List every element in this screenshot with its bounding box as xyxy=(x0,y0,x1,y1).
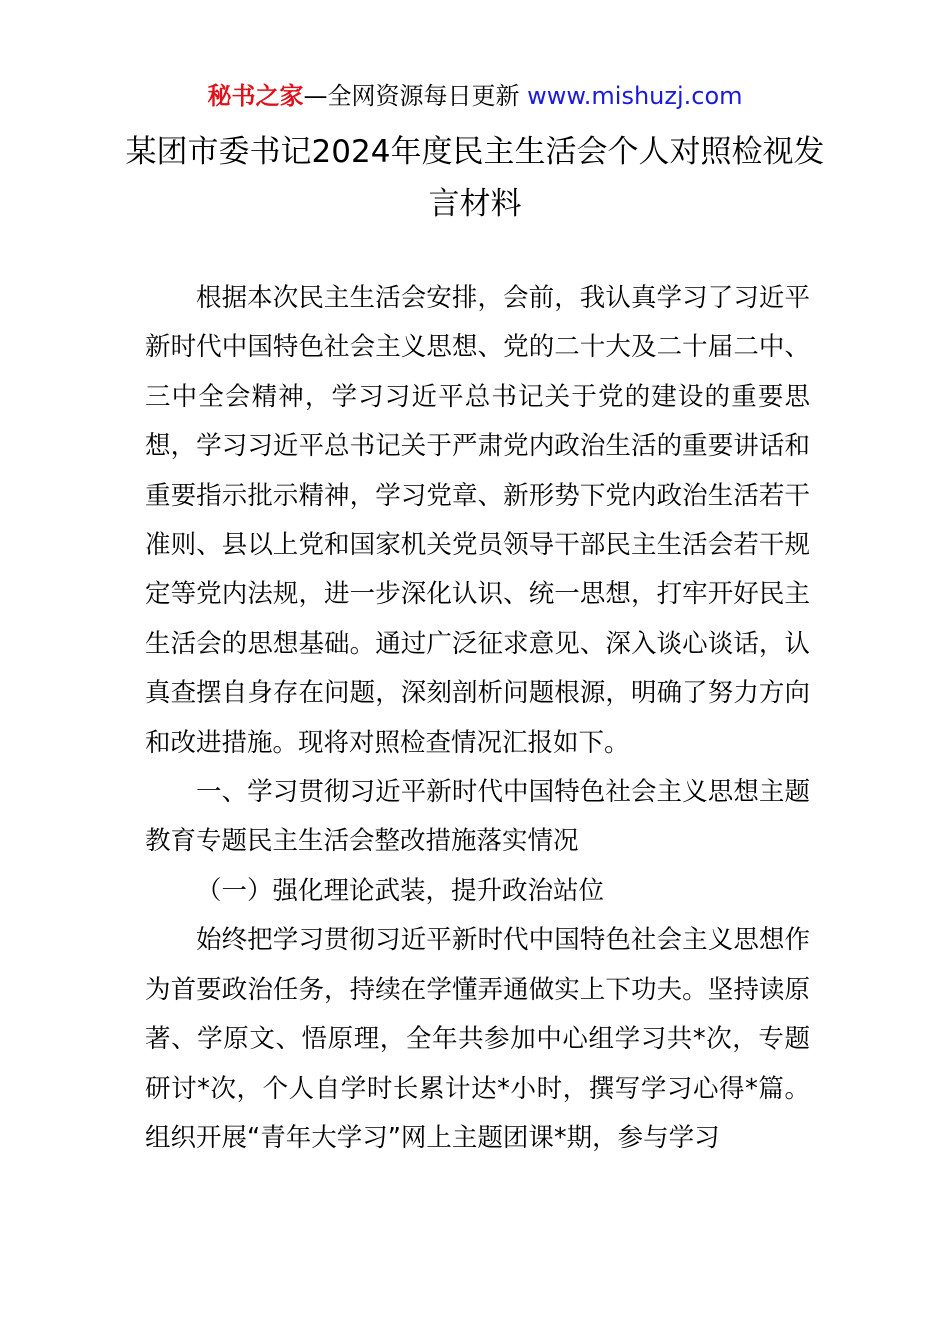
subsection-heading: （一）强化理论武装，提升政治站位 xyxy=(196,875,605,906)
site-brand: 秘书之家 xyxy=(207,82,304,110)
document-body xyxy=(145,274,810,1163)
section-heading: 一、学习贯彻习近平新时代中国特色社会主义思想主题教育专题民主生活会整改措施落实情况 xyxy=(145,777,810,857)
intro-paragraph: 根据本次民主生活会安排，会前，我认真学习了习近平新时代中国特色社会主义思想、党的二十大及二十届二中、三中全会精神，学习习近平总书记关于党的建设的重要思想，学习习近平总书记关于严肃党内政治生活的重要讲话和重要指示批示精神，学习党章、新形势下党内政治生活若干准则、县以上党和国家机关党员领导干部民主生活会若干规定等党内法规，进一步深化认识、统一思想，打牢开好民主生活会的思想基础。通过广泛征求意见、深入谈心谈话，认真查摆自身存在问题，深刻剖析问题根源，明确了努力方向和改进措施。现将对照检查情况汇报如下。 xyxy=(145,283,810,758)
body-paragraph: 始终把学习贯彻习近平新时代中国特色社会主义思想作为首要政治任务，持续在学懂弄通做实上下功夫。坚持读原著、学原文、悟原理，全年共参加中心组学习共*次，专题研讨*次，个人自学时长累计达*小时，撰写学习心得*篇。组织开展“青年大学习”网上主题团课*期，参与学习 xyxy=(145,925,810,1153)
site-header xyxy=(0,80,950,112)
site-url-link[interactable]: www.mishuzj.com xyxy=(527,82,743,110)
site-tagline: —全网资源每日更新 xyxy=(303,82,528,110)
document-title: 某团市委书记2024年度民主生活会个人对照检视发言材料 xyxy=(125,134,825,222)
